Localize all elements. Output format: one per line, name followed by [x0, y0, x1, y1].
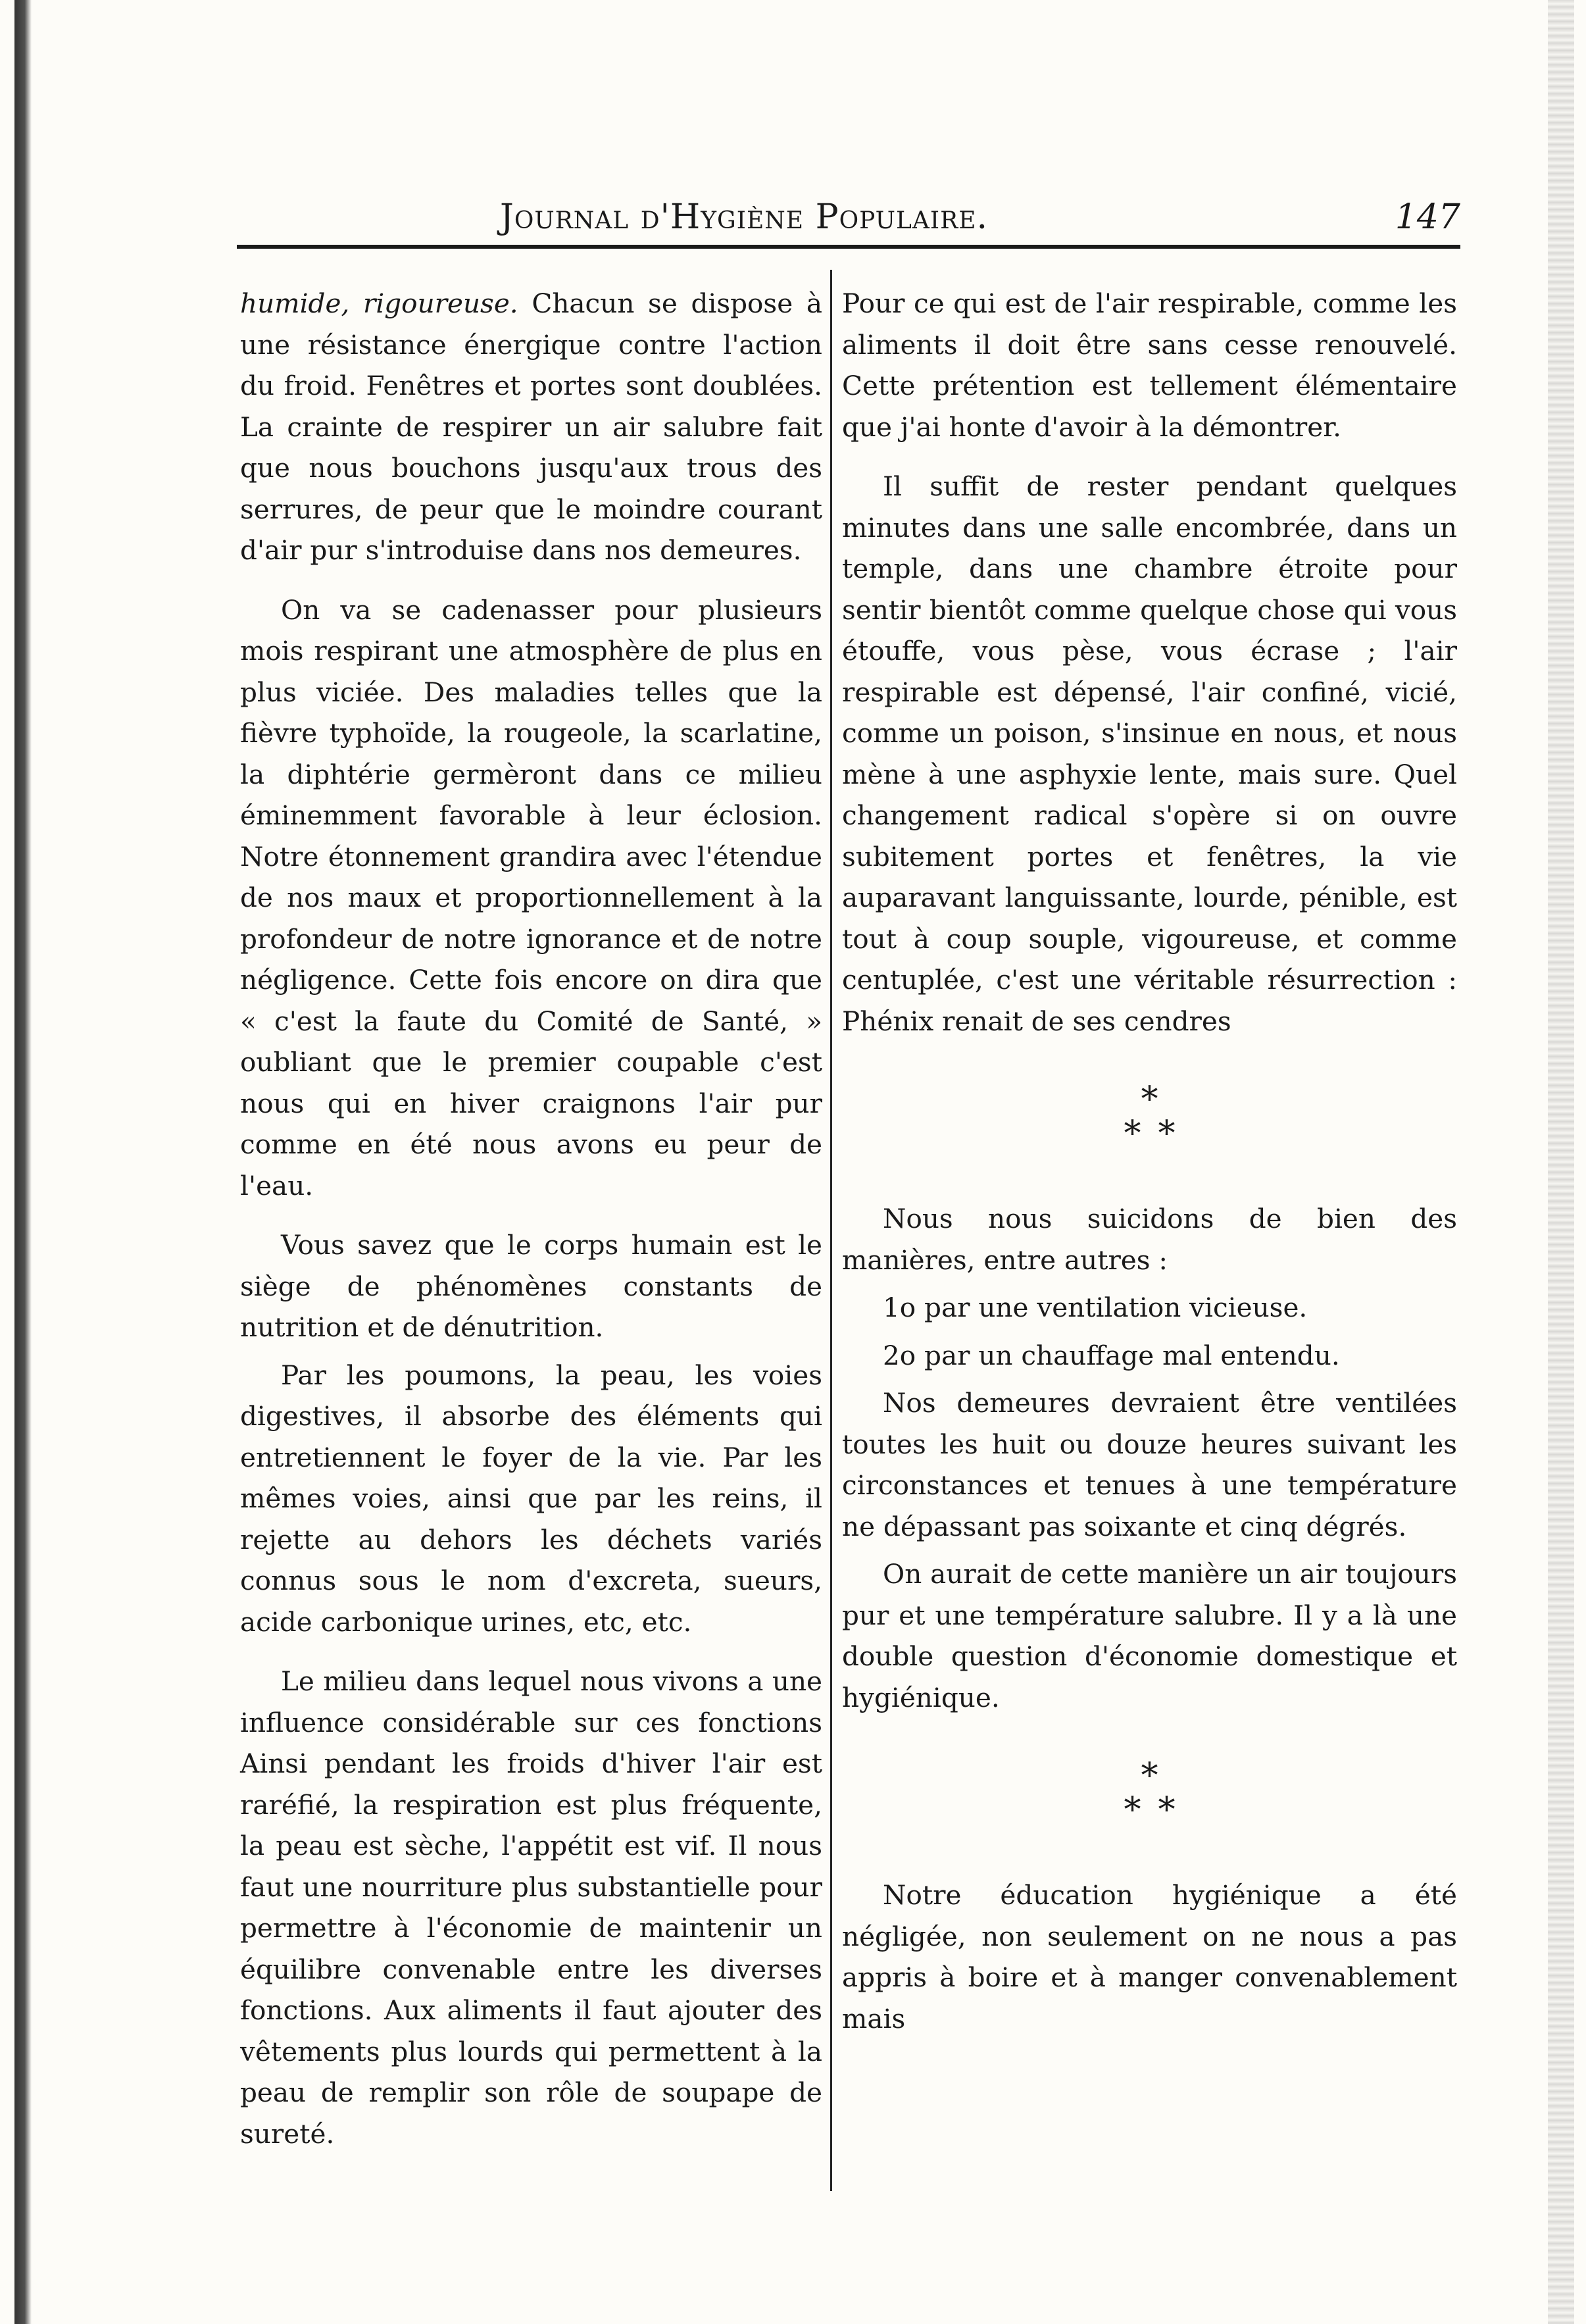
- asterism-bottom: **: [1124, 1114, 1193, 1153]
- left-paragraph-2: On va se cadenasser pour plusieurs mois respirant une atmosphère de plus en plus viciée. Des maladies telles que la fièvre typhoïde, la rougeole, la scarlatine, la diphtérie germèront dans ce milieu éminemment favorable à leur éclosion. Notre étonnement grandira avec l'étendue de nos maux et proportionnellement à la profondeur de notre ignorance et de notre négligence. Cette fois encore on dira que « c'est la faute du Comité de Santé, » oubliant que le premier coupable c'est nous qui en hiver craignons l'air pur comme en été nous avons eu peur de l'eau.: [240, 594, 822, 1201]
- left-paragraph-4: Par les poumons, la peau, les voies digestives, il absorbe des éléments qui entretiennent le foyer de la vie. Par les mêmes voies, ainsi que par les reins, il rejette au dehors les déchets variés connus sous le nom d'excreta, sueurs, acide carbonique urines, etc, etc.: [240, 1359, 822, 1638]
- page-binding-shadow: [14, 0, 32, 2324]
- asterism-bottom: **: [1124, 1790, 1193, 1830]
- asterism-top: *: [1141, 1080, 1158, 1119]
- right-column: [842, 283, 1457, 2058]
- asterism-2: [842, 1756, 1457, 1830]
- left-column: [240, 283, 822, 2173]
- right-paragraph-1: Pour ce qui est de l'air respirable, comme les aliments il doit être sans cesse renouvelé. Cette prétention est tellement élémentaire que j'ai honte d'avoir à la démontrer.: [842, 288, 1457, 443]
- page-edge-texture: [1548, 0, 1574, 2324]
- journal-title: Journal d'Hygiène Populaire.: [500, 197, 989, 237]
- asterism-1: [842, 1082, 1457, 1151]
- right-paragraph-7: On aurait de cette manière un air toujours pur et une température salubre. Il y a là une double question d'économie domestique et hygiénique.: [842, 1558, 1457, 1713]
- right-paragraph-8: Notre éducation hygiénique a été négligée, non seulement on ne nous a pas appris à boire et à manger convenablement mais: [842, 1879, 1457, 2034]
- header-rule: [237, 245, 1460, 249]
- left-paragraph-1: [240, 283, 822, 571]
- asterism-top: *: [1141, 1756, 1158, 1796]
- list-item-2: 2o par un chauffage mal entendu.: [883, 1339, 1340, 1371]
- page-number: 147: [1395, 197, 1460, 237]
- left-paragraph-5: Le milieu dans lequel nous vivons a une influence considérable sur ces fonctions Ainsi pendant les froids d'hiver l'air est raréfié, la respiration est plus fréquente, la peau est sèche, l'appétit est vif. Il nous faut une nourriture plus substantielle pour permettre à l'économie de maintenir un équilibre convenable entre les diverses fonctions. Aux aliments il faut ajouter des vêtements plus lourds qui permettent à la peau de remplir son rôle de soupape de sureté.: [240, 1665, 822, 2150]
- right-paragraph-2: Il suffit de rester pendant quelques minutes dans une salle encombrée, dans un temple, dans une chambre étroite pour sentir bientôt comme quelque chose qui vous étouffe, vous pèse, vous écrase ; l'air respirable est dépensé, l'air confiné, vicié, comme un poison, s'insinue en nous, et nous mène à une asphyxie lente, mais sure. Quel changement radical s'opère si on ouvre subitement portes et fenêtres, la vie auparavant languissante, lourde, pénible, est tout à coup souple, vigoureuse, et comme centuplée, c'est une véritable résurrection : Phénix renait de ses cendres: [842, 470, 1457, 1037]
- italic-lead: humide, rigoureuse.: [240, 288, 518, 319]
- list-item-1: 1o par une ventilation vicieuse.: [883, 1292, 1308, 1323]
- right-paragraph-3: Nous nous suicidons de bien des manières, entre autres :: [842, 1203, 1457, 1276]
- left-paragraph-1-text: Chacun se dispose à une résistance énergique contre l'action du froid. Fenêtres et portes sont doublées. La crainte de respirer un air salubre fait que nous bouchons jusqu'aux trous des serrures, de peur que le moindre courant d'air pur s'introduise dans nos demeures.: [240, 288, 822, 566]
- column-divider: [830, 270, 832, 2191]
- right-paragraph-6: Nos demeures devraient être ventilées toutes les huit ou douze heures suivant les circonstances et tenues à une température ne dépassant pas soixante et cinq dégrés.: [842, 1387, 1457, 1542]
- left-paragraph-3: Vous savez que le corps humain est le siège de phénomènes constants de nutrition et de dénutrition.: [240, 1229, 822, 1343]
- running-header: [237, 197, 1460, 250]
